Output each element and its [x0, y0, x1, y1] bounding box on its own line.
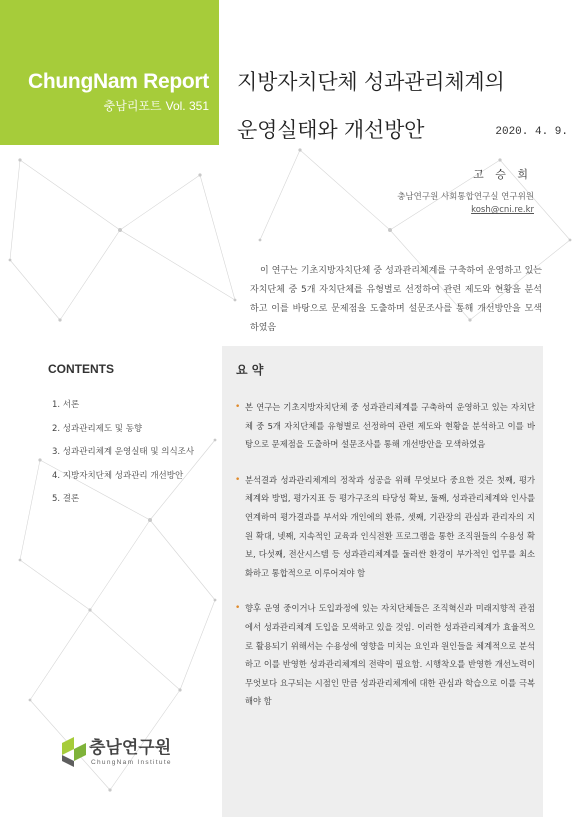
summary-item	[235, 471, 535, 583]
summary-item-text: 본 연구는 기초지방자치단체 중 성과관리체계를 구축하여 운영하고 있는 자치단체 중 5개 자치단체를 유형별로 선정하여 관련 제도와 현황을 분석하고 이를 바탕으로 문제점을 도출하며 설문조사를 통해 개선방안을 모색하였음	[245, 402, 535, 450]
bullet-icon: •	[235, 603, 241, 614]
institute-name-en: ChungNam Institute	[91, 759, 172, 766]
contents-item[interactable]: 1. 서론	[52, 400, 80, 410]
summary-item-text: 향후 운영 중이거나 도입과정에 있는 자치단체들은 조직혁신과 미래지향적 관점에서 성과관리체계 도입을 모색하고 있을 것임. 이러한 성과관리체계가 효율적으로 활용되기 위해서는 수용성에 영향을 미치는 요인과 원인들을 체계적으로 분석하고 이를 반영한 성과관리체계의 전략이 필요함. 시행착오를 반영한 개선노력이 무엇보다 요구되는 시점인 만큼 성과관리체계에 대한 관심과 학습으로 이를 극복해야 함	[245, 603, 535, 707]
contents-heading: CONTENTS	[48, 362, 114, 376]
contents-item[interactable]: 2. 성과관리제도 및 동향	[52, 423, 143, 434]
author-email-link[interactable]: kosh@cni.re.kr	[471, 205, 534, 215]
author-affiliation: 충남연구원 사회통합연구실 연구위원	[397, 192, 534, 202]
summary-list	[235, 398, 535, 711]
author-name: 고 승 희	[473, 168, 532, 181]
contents-item[interactable]: 4. 지방자치단체 성과관리 개선방안	[52, 470, 184, 481]
summary-item	[235, 599, 535, 711]
institute-name-kr: 충남연구원	[89, 738, 172, 758]
report-date: 2020. 4. 9.	[495, 126, 568, 138]
contents-list	[52, 398, 194, 516]
document-title-line-1: 지방자치단체 성과관리체계의	[237, 70, 505, 94]
report-volume-line	[104, 97, 209, 114]
document-title-line-2: 운영실태와 개선방안	[237, 118, 425, 142]
summary-item	[235, 398, 535, 454]
summary-heading: 요 약	[236, 363, 264, 377]
contents-item[interactable]: 5. 결론	[52, 494, 80, 504]
report-header-box	[0, 0, 219, 145]
report-volume: Vol. 351	[165, 99, 209, 113]
institute-logo-mark-icon	[58, 735, 88, 767]
summary-box	[222, 346, 543, 817]
institute-logo	[58, 733, 208, 779]
bullet-icon: •	[235, 474, 241, 485]
summary-item-text: 분석결과 성과관리체계의 정착과 성공을 위해 무엇보다 중요한 것은 첫째, 평가체계와 방법, 평가지표 등 평가구조의 타당성 확보, 둘째, 성과관리체계와 인사를 연계하여 평가결과를 부서와 개인에의 환류, 셋째, 기관장의 관심과 관리자의 지원 확대, 넷째, 지속적인 교육과 인식전환 프로그램을 통한 조직원들의 수용성 확보, 다섯째, 전산시스템 등 성과관리체계를 둘러싼 환경이 부가적인 업무를 최소화하고 통합적으로 이루어져야 함	[245, 474, 535, 578]
abstract-paragraph: 이 연구는 기초지방자치단체 중 성과관리체계를 구축하여 운영하고 있는 자치단체 중 5개 자치단체를 유형별로 선정하여 관련 제도와 현황을 분석하고 이를 바탕으로 문제점을 도출하며 설문조사를 통해 개선방안을 모색하였음	[250, 266, 542, 333]
bullet-icon: •	[235, 402, 241, 412]
report-series-name: ChungNam Report	[28, 70, 209, 93]
contents-item[interactable]: 3. 성과관리체계 운영실태 및 의식조사	[52, 447, 195, 457]
report-series-name-kr: 충남리포트	[103, 99, 162, 113]
